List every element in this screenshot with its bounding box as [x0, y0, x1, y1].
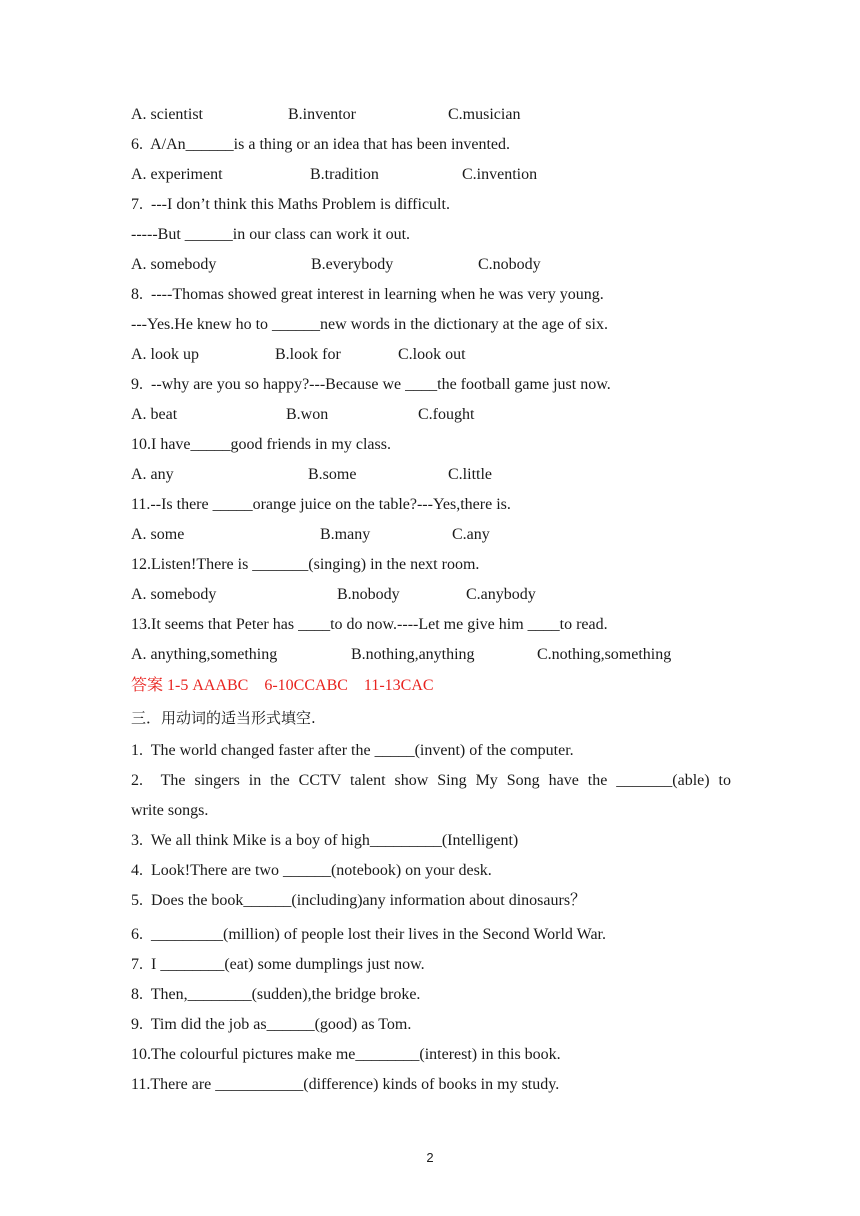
fill-11: 11.There are ___________(difference) kinds of books in my study.	[131, 1076, 560, 1093]
page-number: 2	[426, 1150, 434, 1165]
fill-9: 9. Tim did the job as______(good) as Tom.	[131, 1016, 412, 1033]
question-10: 10.I have_____good friends in my class.	[131, 436, 391, 453]
q11-option-b: B.many	[320, 526, 371, 543]
q8-option-b: B.look for	[275, 346, 341, 363]
q12-option-c: C.anybody	[466, 586, 536, 603]
q6-option-c: C.invention	[462, 166, 538, 183]
q13-option-c: C.nothing,something	[537, 646, 672, 663]
q5-option-b: B.inventor	[288, 106, 356, 123]
fill-2: 2. The singers in the CCTV talent show Sing My Song have the _______(able) to	[131, 772, 731, 789]
q7-option-a: A. somebody	[131, 256, 217, 273]
fill-2-continued: write songs.	[131, 802, 209, 819]
q11-option-a: A. some	[131, 526, 185, 543]
q13-option-a: A. anything,something	[131, 646, 278, 663]
section-3-heading: 三．用动词的适当形式填空.	[131, 709, 316, 727]
question-8-reply: ---Yes.He knew ho to ______new words in the dictionary at the age of six.	[131, 316, 608, 333]
question-7-reply: -----But ______in our class can work it out.	[131, 226, 411, 243]
question-12: 12.Listen!There is _______(singing) in the next room.	[131, 556, 480, 573]
fill-6: 6. _________(million) of people lost their lives in the Second World War.	[131, 926, 606, 943]
question-8: 8. ----Thomas showed great interest in learning when he was very young.	[131, 286, 604, 303]
answer-key: 答案 1-5 AAABC 6-10CCABC 11-13CAC	[131, 677, 434, 694]
fill-10: 10.The colourful pictures make me________(interest) in this book.	[131, 1046, 561, 1063]
fill-5: 5. Does the book______(including)any information about dinosaurs？	[131, 892, 587, 909]
q6-option-a: A. experiment	[131, 166, 223, 183]
q7-option-c: C.nobody	[478, 256, 541, 273]
fill-1: 1. The world changed faster after the _____(invent) of the computer.	[131, 742, 574, 759]
q10-option-c: C.little	[448, 466, 492, 483]
fill-7: 7. I ________(eat) some dumplings just now.	[131, 956, 425, 973]
q6-option-b: B.tradition	[310, 166, 379, 183]
fill-8: 8. Then,________(sudden),the bridge broke.	[131, 986, 421, 1003]
question-6: 6. A/An______is a thing or an idea that has been invented.	[131, 136, 511, 153]
q9-option-c: C.fought	[418, 406, 475, 423]
q8-option-c: C.look out	[398, 346, 466, 363]
fill-3: 3. We all think Mike is a boy of high_________(Intelligent)	[131, 832, 519, 849]
q10-option-a: A. any	[131, 466, 174, 483]
fill-4: 4. Look!There are two ______(notebook) on your desk.	[131, 862, 492, 879]
question-11: 11.--Is there _____orange juice on the table?---Yes,there is.	[131, 496, 511, 513]
question-9: 9. --why are you so happy?---Because we ____the football game just now.	[131, 376, 611, 393]
q13-option-b: B.nothing,anything	[351, 646, 475, 663]
q5-option-c: C.musician	[448, 106, 521, 123]
q5-option-a: A. scientist	[131, 106, 203, 123]
q11-option-c: C.any	[452, 526, 490, 543]
question-13: 13.It seems that Peter has ____to do now.----Let me give him ____to read.	[131, 616, 608, 633]
q9-option-a: A. beat	[131, 406, 178, 423]
q7-option-b: B.everybody	[311, 256, 394, 273]
question-7: 7. ---I don’t think this Maths Problem is difficult.	[131, 196, 450, 213]
q9-option-b: B.won	[286, 406, 329, 423]
q12-option-b: B.nobody	[337, 586, 400, 603]
q10-option-b: B.some	[308, 466, 357, 483]
q8-option-a: A. look up	[131, 346, 199, 363]
q12-option-a: A. somebody	[131, 586, 217, 603]
